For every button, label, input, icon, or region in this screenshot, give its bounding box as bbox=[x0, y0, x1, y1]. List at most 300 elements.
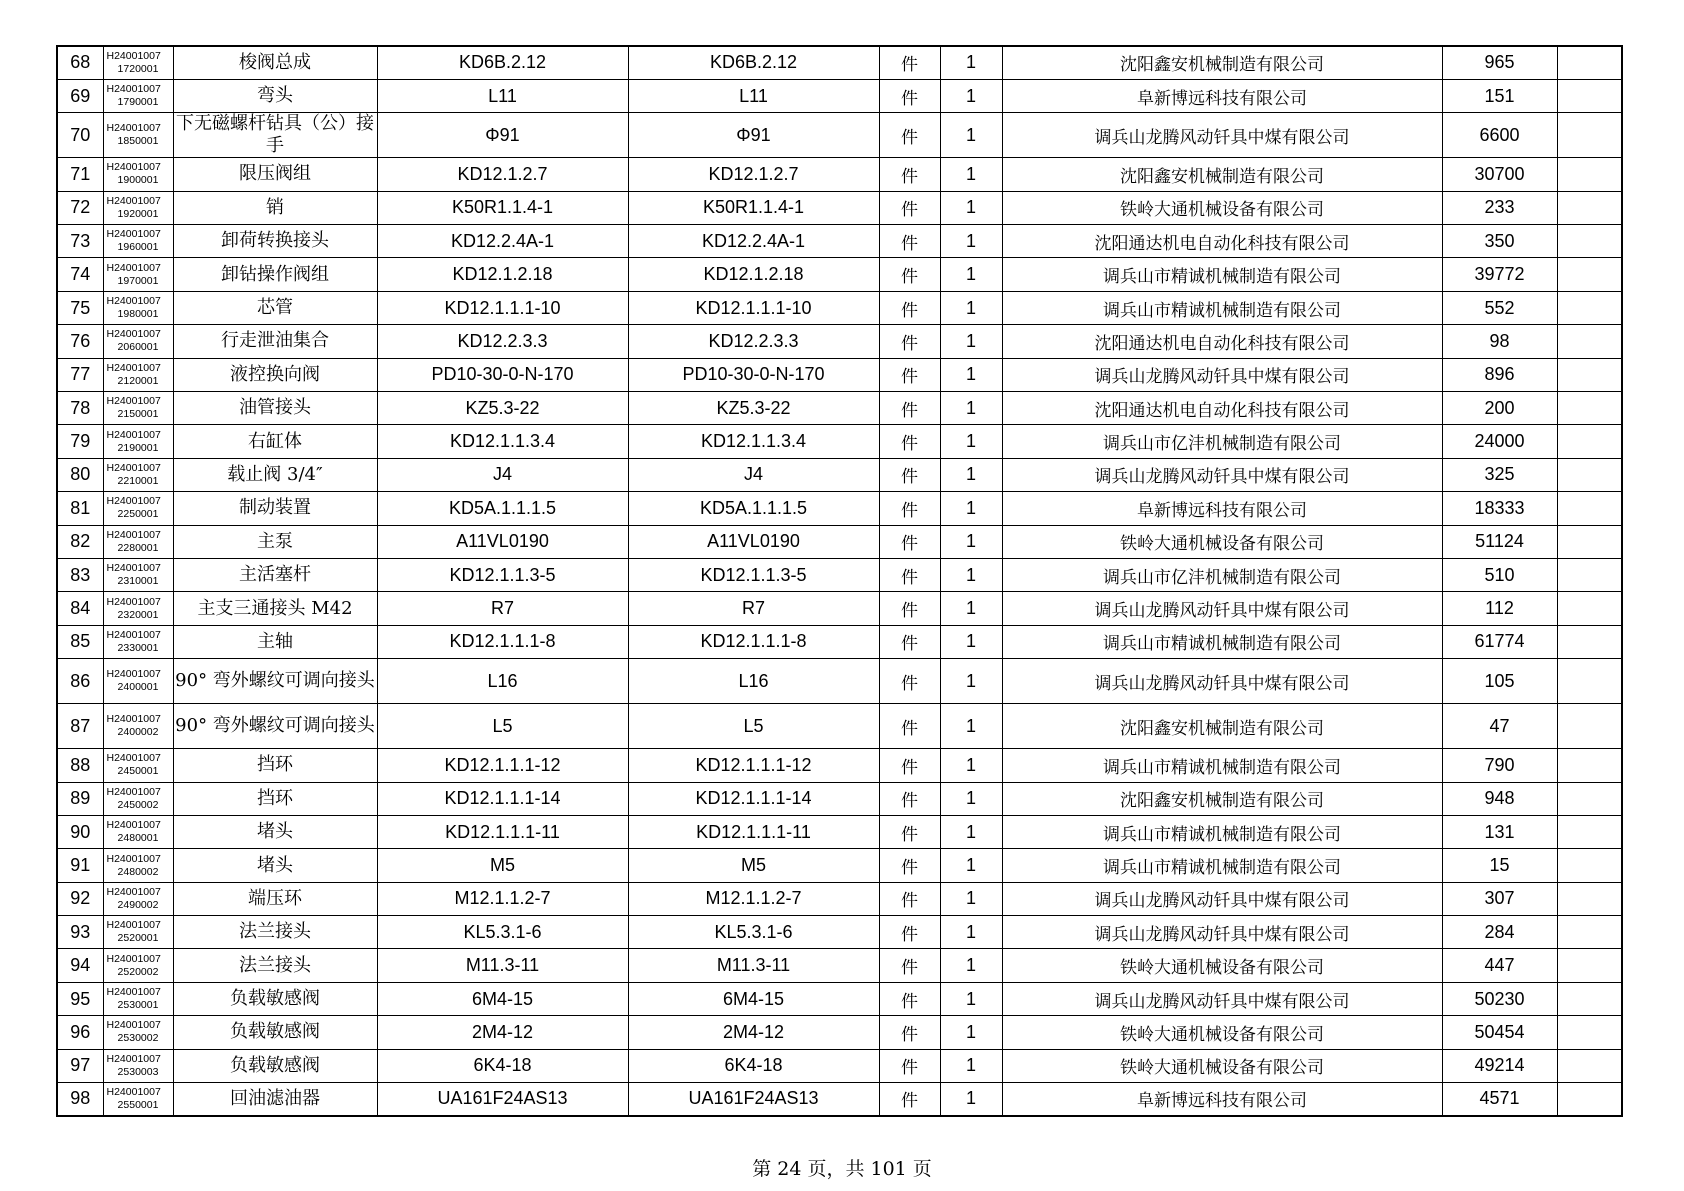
spec-cell: KD12.1.1.1-8 bbox=[377, 625, 628, 658]
remark-cell bbox=[1557, 592, 1622, 625]
supplier-cell: 沈阳通达机电自动化科技有限公司 bbox=[1002, 325, 1442, 358]
row-number-cell: 97 bbox=[57, 1049, 103, 1082]
table-row bbox=[57, 425, 1622, 458]
part-name-cell: 主支三通接头 M42 bbox=[173, 592, 377, 625]
material-code-line: 2530001 bbox=[117, 999, 159, 1012]
spec-cell: KD12.1.1.3-5 bbox=[377, 558, 628, 591]
spec-cell: L5 bbox=[377, 704, 628, 749]
quantity-cell: 1 bbox=[940, 291, 1002, 324]
table-row bbox=[57, 492, 1622, 525]
material-code-cell bbox=[103, 625, 173, 658]
unit-cell: 件 bbox=[879, 949, 940, 982]
remark-cell bbox=[1557, 225, 1622, 258]
part-name-cell: 堵头 bbox=[173, 815, 377, 848]
amount-cell: 350 bbox=[1442, 225, 1557, 258]
remark-cell bbox=[1557, 1016, 1622, 1049]
unit-cell: 件 bbox=[879, 849, 940, 882]
amount-cell: 51124 bbox=[1442, 525, 1557, 558]
quantity-cell: 1 bbox=[940, 749, 1002, 782]
row-number-cell: 83 bbox=[57, 558, 103, 591]
table-row bbox=[57, 225, 1622, 258]
model-cell: KD12.1.1.1-11 bbox=[628, 815, 879, 848]
table-row bbox=[57, 79, 1622, 112]
row-number-cell: 96 bbox=[57, 1016, 103, 1049]
remark-cell bbox=[1557, 458, 1622, 491]
table-row bbox=[57, 782, 1622, 815]
part-name-cell: 负载敏感阀 bbox=[173, 982, 377, 1015]
amount-cell: 30700 bbox=[1442, 158, 1557, 191]
material-code-cell bbox=[103, 191, 173, 224]
remark-cell bbox=[1557, 1049, 1622, 1082]
row-number-cell: 78 bbox=[57, 392, 103, 425]
model-cell: K50R1.1.4-1 bbox=[628, 191, 879, 224]
material-code-cell bbox=[103, 113, 173, 158]
part-name-cell: 堵头 bbox=[173, 849, 377, 882]
material-code-line: 2150001 bbox=[117, 408, 159, 421]
material-code-line: H24001007 bbox=[106, 819, 161, 832]
part-name-cell: 负载敏感阀 bbox=[173, 1016, 377, 1049]
quantity-cell: 1 bbox=[940, 1016, 1002, 1049]
model-cell: KD12.2.4A-1 bbox=[628, 225, 879, 258]
remark-cell bbox=[1557, 46, 1622, 79]
material-code-line: H24001007 bbox=[106, 628, 161, 641]
table-row bbox=[57, 158, 1622, 191]
supplier-cell: 调兵山市精诚机械制造有限公司 bbox=[1002, 258, 1442, 291]
amount-cell: 4571 bbox=[1442, 1083, 1557, 1116]
supplier-cell: 沈阳通达机电自动化科技有限公司 bbox=[1002, 225, 1442, 258]
table-row bbox=[57, 325, 1622, 358]
spec-cell: KD12.1.2.7 bbox=[377, 158, 628, 191]
material-code-cell bbox=[103, 525, 173, 558]
material-code-line: 2310001 bbox=[117, 575, 159, 588]
table-body bbox=[57, 46, 1622, 1116]
material-code-line: H24001007 bbox=[106, 713, 161, 726]
amount-cell: 200 bbox=[1442, 392, 1557, 425]
table-row bbox=[57, 1049, 1622, 1082]
row-number-cell: 93 bbox=[57, 916, 103, 949]
row-number-cell: 95 bbox=[57, 982, 103, 1015]
quantity-cell: 1 bbox=[940, 392, 1002, 425]
material-code-cell bbox=[103, 949, 173, 982]
model-cell: KD12.1.1.1-10 bbox=[628, 291, 879, 324]
unit-cell: 件 bbox=[879, 358, 940, 391]
quantity-cell: 1 bbox=[940, 916, 1002, 949]
material-code-cell bbox=[103, 815, 173, 848]
unit-cell: 件 bbox=[879, 225, 940, 258]
model-cell: 2M4-12 bbox=[628, 1016, 879, 1049]
model-cell: L5 bbox=[628, 704, 879, 749]
row-number-cell: 90 bbox=[57, 815, 103, 848]
material-code-cell bbox=[103, 291, 173, 324]
part-name-cell: 油管接头 bbox=[173, 392, 377, 425]
material-code-line: 2400001 bbox=[117, 681, 159, 694]
table-row bbox=[57, 191, 1622, 224]
spec-cell: M11.3-11 bbox=[377, 949, 628, 982]
model-cell: R7 bbox=[628, 592, 879, 625]
supplier-cell: 铁岭大通机械设备有限公司 bbox=[1002, 1049, 1442, 1082]
spec-cell: KD5A.1.1.1.5 bbox=[377, 492, 628, 525]
material-code-line: 1790001 bbox=[117, 96, 159, 109]
part-name-cell: 限压阀组 bbox=[173, 158, 377, 191]
material-code-line: H24001007 bbox=[106, 328, 161, 341]
model-cell: J4 bbox=[628, 458, 879, 491]
material-code-line: H24001007 bbox=[106, 528, 161, 541]
remark-cell bbox=[1557, 815, 1622, 848]
row-number-cell: 68 bbox=[57, 46, 103, 79]
amount-cell: 896 bbox=[1442, 358, 1557, 391]
material-code-cell bbox=[103, 749, 173, 782]
material-code-line: H24001007 bbox=[106, 952, 161, 965]
part-name-cell: 端压环 bbox=[173, 882, 377, 915]
material-code-line: H24001007 bbox=[106, 83, 161, 96]
unit-cell: 件 bbox=[879, 291, 940, 324]
row-number-cell: 91 bbox=[57, 849, 103, 882]
supplier-cell: 调兵山市亿沣机械制造有限公司 bbox=[1002, 425, 1442, 458]
quantity-cell: 1 bbox=[940, 704, 1002, 749]
spec-cell: PD10-30-0-N-170 bbox=[377, 358, 628, 391]
unit-cell: 件 bbox=[879, 625, 940, 658]
remark-cell bbox=[1557, 982, 1622, 1015]
model-cell: 6K4-18 bbox=[628, 1049, 879, 1082]
material-code-cell bbox=[103, 492, 173, 525]
page-footer: 第 24 页，共 101 页 bbox=[752, 1158, 932, 1180]
row-number-cell: 69 bbox=[57, 79, 103, 112]
unit-cell: 件 bbox=[879, 191, 940, 224]
spec-cell: M12.1.1.2-7 bbox=[377, 882, 628, 915]
row-number-cell: 84 bbox=[57, 592, 103, 625]
material-code-line: H24001007 bbox=[106, 885, 161, 898]
material-code-line: 2400002 bbox=[117, 726, 159, 739]
supplier-cell: 调兵山龙腾风动钎具中煤有限公司 bbox=[1002, 659, 1442, 704]
unit-cell: 件 bbox=[879, 782, 940, 815]
spec-cell: KD12.2.3.3 bbox=[377, 325, 628, 358]
spec-cell: A11VL0190 bbox=[377, 525, 628, 558]
supplier-cell: 调兵山市精诚机械制造有限公司 bbox=[1002, 849, 1442, 882]
material-code-line: H24001007 bbox=[106, 986, 161, 999]
material-code-line: H24001007 bbox=[106, 161, 161, 174]
spec-cell: KD12.1.2.18 bbox=[377, 258, 628, 291]
remark-cell bbox=[1557, 849, 1622, 882]
row-number-cell: 92 bbox=[57, 882, 103, 915]
model-cell: M12.1.1.2-7 bbox=[628, 882, 879, 915]
quantity-cell: 1 bbox=[940, 949, 1002, 982]
part-name-cell: 主轴 bbox=[173, 625, 377, 658]
material-code-line: H24001007 bbox=[106, 595, 161, 608]
quantity-cell: 1 bbox=[940, 325, 1002, 358]
material-code-cell bbox=[103, 916, 173, 949]
material-code-cell bbox=[103, 782, 173, 815]
material-code-line: 2060001 bbox=[117, 341, 159, 354]
part-name-cell: 梭阀总成 bbox=[173, 46, 377, 79]
model-cell: A11VL0190 bbox=[628, 525, 879, 558]
unit-cell: 件 bbox=[879, 492, 940, 525]
table-row bbox=[57, 1083, 1622, 1116]
material-code-cell bbox=[103, 558, 173, 591]
table-row bbox=[57, 46, 1622, 79]
part-name-cell: 法兰接头 bbox=[173, 949, 377, 982]
unit-cell: 件 bbox=[879, 982, 940, 1015]
material-code-line: 1970001 bbox=[117, 274, 159, 287]
spec-cell: KD12.1.1.1-10 bbox=[377, 291, 628, 324]
quantity-cell: 1 bbox=[940, 659, 1002, 704]
material-code-line: 1720001 bbox=[117, 62, 159, 75]
material-code-cell bbox=[103, 46, 173, 79]
model-cell: L16 bbox=[628, 659, 879, 704]
quantity-cell: 1 bbox=[940, 815, 1002, 848]
table-row bbox=[57, 291, 1622, 324]
table-row bbox=[57, 358, 1622, 391]
material-code-line: H24001007 bbox=[106, 261, 161, 274]
unit-cell: 件 bbox=[879, 458, 940, 491]
material-code-line: 2250001 bbox=[117, 508, 159, 521]
material-code-line: H24001007 bbox=[106, 562, 161, 575]
spec-cell: UA161F24AS13 bbox=[377, 1083, 628, 1116]
supplier-cell: 调兵山龙腾风动钎具中煤有限公司 bbox=[1002, 358, 1442, 391]
quantity-cell: 1 bbox=[940, 1049, 1002, 1082]
part-name-cell: 制动装置 bbox=[173, 492, 377, 525]
amount-cell: 105 bbox=[1442, 659, 1557, 704]
part-name-cell: 法兰接头 bbox=[173, 916, 377, 949]
table-row bbox=[57, 916, 1622, 949]
model-cell: KL5.3.1-6 bbox=[628, 916, 879, 949]
material-code-line: H24001007 bbox=[106, 122, 161, 135]
supplier-cell: 沈阳鑫安机械制造有限公司 bbox=[1002, 158, 1442, 191]
material-code-line: 2490002 bbox=[117, 898, 159, 911]
row-number-cell: 75 bbox=[57, 291, 103, 324]
row-number-cell: 86 bbox=[57, 659, 103, 704]
material-code-line: 2280001 bbox=[117, 541, 159, 554]
material-code-line: 2190001 bbox=[117, 441, 159, 454]
part-name-cell: 销 bbox=[173, 191, 377, 224]
unit-cell: 件 bbox=[879, 916, 940, 949]
quantity-cell: 1 bbox=[940, 425, 1002, 458]
material-code-cell bbox=[103, 158, 173, 191]
material-code-cell bbox=[103, 79, 173, 112]
amount-cell: 447 bbox=[1442, 949, 1557, 982]
remark-cell bbox=[1557, 191, 1622, 224]
quantity-cell: 1 bbox=[940, 558, 1002, 591]
material-code-line: H24001007 bbox=[106, 1019, 161, 1032]
amount-cell: 18333 bbox=[1442, 492, 1557, 525]
quantity-cell: 1 bbox=[940, 258, 1002, 291]
part-name-cell: 主泵 bbox=[173, 525, 377, 558]
model-cell: KD6B.2.12 bbox=[628, 46, 879, 79]
amount-cell: 233 bbox=[1442, 191, 1557, 224]
model-cell: KD12.1.1.1-12 bbox=[628, 749, 879, 782]
material-code-cell bbox=[103, 1016, 173, 1049]
spec-cell: KD12.1.1.3.4 bbox=[377, 425, 628, 458]
material-code-cell bbox=[103, 592, 173, 625]
material-code-line: H24001007 bbox=[106, 194, 161, 207]
row-number-cell: 73 bbox=[57, 225, 103, 258]
remark-cell bbox=[1557, 258, 1622, 291]
supplier-cell: 沈阳鑫安机械制造有限公司 bbox=[1002, 704, 1442, 749]
part-name-cell: 芯管 bbox=[173, 291, 377, 324]
remark-cell bbox=[1557, 916, 1622, 949]
spec-cell: K50R1.1.4-1 bbox=[377, 191, 628, 224]
spec-cell: KD12.1.1.1-11 bbox=[377, 815, 628, 848]
part-name-cell: 90° 弯外螺纹可调向接头 bbox=[173, 659, 377, 704]
quantity-cell: 1 bbox=[940, 849, 1002, 882]
unit-cell: 件 bbox=[879, 46, 940, 79]
unit-cell: 件 bbox=[879, 704, 940, 749]
material-code-line: H24001007 bbox=[106, 752, 161, 765]
table-row bbox=[57, 949, 1622, 982]
amount-cell: 39772 bbox=[1442, 258, 1557, 291]
model-cell: M11.3-11 bbox=[628, 949, 879, 982]
spec-cell: J4 bbox=[377, 458, 628, 491]
material-code-line: 2210001 bbox=[117, 474, 159, 487]
spec-cell: 6M4-15 bbox=[377, 982, 628, 1015]
model-cell: KD12.1.1.3-5 bbox=[628, 558, 879, 591]
material-code-cell bbox=[103, 458, 173, 491]
supplier-cell: 阜新博远科技有限公司 bbox=[1002, 492, 1442, 525]
material-code-line: H24001007 bbox=[106, 461, 161, 474]
unit-cell: 件 bbox=[879, 158, 940, 191]
remark-cell bbox=[1557, 492, 1622, 525]
quantity-cell: 1 bbox=[940, 225, 1002, 258]
part-name-cell: 挡环 bbox=[173, 749, 377, 782]
supplier-cell: 沈阳通达机电自动化科技有限公司 bbox=[1002, 392, 1442, 425]
quantity-cell: 1 bbox=[940, 492, 1002, 525]
table-row bbox=[57, 392, 1622, 425]
model-cell: KD12.1.1.1-8 bbox=[628, 625, 879, 658]
row-number-cell: 80 bbox=[57, 458, 103, 491]
remark-cell bbox=[1557, 659, 1622, 704]
material-code-line: 2520001 bbox=[117, 932, 159, 945]
supplier-cell: 铁岭大通机械设备有限公司 bbox=[1002, 1016, 1442, 1049]
model-cell: KD12.1.2.18 bbox=[628, 258, 879, 291]
material-code-cell bbox=[103, 704, 173, 749]
table-row bbox=[57, 625, 1622, 658]
amount-cell: 15 bbox=[1442, 849, 1557, 882]
part-name-cell: 载止阀 3/4″ bbox=[173, 458, 377, 491]
material-code-line: 2330001 bbox=[117, 641, 159, 654]
supplier-cell: 铁岭大通机械设备有限公司 bbox=[1002, 525, 1442, 558]
remark-cell bbox=[1557, 425, 1622, 458]
material-code-line: H24001007 bbox=[106, 495, 161, 508]
model-cell: KD12.1.1.3.4 bbox=[628, 425, 879, 458]
table-row bbox=[57, 592, 1622, 625]
supplier-cell: 调兵山龙腾风动钎具中煤有限公司 bbox=[1002, 982, 1442, 1015]
remark-cell bbox=[1557, 392, 1622, 425]
part-name-cell: 挡环 bbox=[173, 782, 377, 815]
table-row bbox=[57, 525, 1622, 558]
model-cell: M5 bbox=[628, 849, 879, 882]
unit-cell: 件 bbox=[879, 425, 940, 458]
unit-cell: 件 bbox=[879, 592, 940, 625]
supplier-cell: 阜新博远科技有限公司 bbox=[1002, 79, 1442, 112]
remark-cell bbox=[1557, 525, 1622, 558]
material-code-cell bbox=[103, 882, 173, 915]
model-cell: UA161F24AS13 bbox=[628, 1083, 879, 1116]
amount-cell: 325 bbox=[1442, 458, 1557, 491]
material-code-line: H24001007 bbox=[106, 295, 161, 308]
table-row bbox=[57, 1016, 1622, 1049]
unit-cell: 件 bbox=[879, 392, 940, 425]
amount-cell: 98 bbox=[1442, 325, 1557, 358]
quantity-cell: 1 bbox=[940, 592, 1002, 625]
amount-cell: 284 bbox=[1442, 916, 1557, 949]
amount-cell: 510 bbox=[1442, 558, 1557, 591]
table-row bbox=[57, 258, 1622, 291]
supplier-cell: 铁岭大通机械设备有限公司 bbox=[1002, 949, 1442, 982]
material-code-cell bbox=[103, 659, 173, 704]
row-number-cell: 81 bbox=[57, 492, 103, 525]
material-code-line: H24001007 bbox=[106, 49, 161, 62]
row-number-cell: 98 bbox=[57, 1083, 103, 1116]
amount-cell: 948 bbox=[1442, 782, 1557, 815]
spec-cell: KZ5.3-22 bbox=[377, 392, 628, 425]
spec-cell: KD12.2.4A-1 bbox=[377, 225, 628, 258]
supplier-cell: 调兵山龙腾风动钎具中煤有限公司 bbox=[1002, 113, 1442, 158]
supplier-cell: 调兵山市精诚机械制造有限公司 bbox=[1002, 291, 1442, 324]
remark-cell bbox=[1557, 949, 1622, 982]
remark-cell bbox=[1557, 1083, 1622, 1116]
row-number-cell: 82 bbox=[57, 525, 103, 558]
supplier-cell: 调兵山市精诚机械制造有限公司 bbox=[1002, 625, 1442, 658]
row-number-cell: 76 bbox=[57, 325, 103, 358]
material-code-cell bbox=[103, 258, 173, 291]
remark-cell bbox=[1557, 291, 1622, 324]
quantity-cell: 1 bbox=[940, 882, 1002, 915]
material-code-line: 2550001 bbox=[117, 1098, 159, 1111]
unit-cell: 件 bbox=[879, 1049, 940, 1082]
part-name-cell: 主活塞杆 bbox=[173, 558, 377, 591]
material-code-line: H24001007 bbox=[106, 1052, 161, 1065]
unit-cell: 件 bbox=[879, 659, 940, 704]
table-row bbox=[57, 749, 1622, 782]
material-code-line: 2120001 bbox=[117, 374, 159, 387]
remark-cell bbox=[1557, 625, 1622, 658]
material-code-cell bbox=[103, 1049, 173, 1082]
model-cell: 6M4-15 bbox=[628, 982, 879, 1015]
row-number-cell: 72 bbox=[57, 191, 103, 224]
material-code-line: H24001007 bbox=[106, 919, 161, 932]
supplier-cell: 调兵山龙腾风动钎具中煤有限公司 bbox=[1002, 882, 1442, 915]
material-code-line: 1960001 bbox=[117, 241, 159, 254]
model-cell: KZ5.3-22 bbox=[628, 392, 879, 425]
amount-cell: 24000 bbox=[1442, 425, 1557, 458]
unit-cell: 件 bbox=[879, 815, 940, 848]
table-row bbox=[57, 882, 1622, 915]
quantity-cell: 1 bbox=[940, 46, 1002, 79]
row-number-cell: 79 bbox=[57, 425, 103, 458]
material-code-line: H24001007 bbox=[106, 1085, 161, 1098]
table-row bbox=[57, 659, 1622, 704]
supplier-cell: 调兵山龙腾风动钎具中煤有限公司 bbox=[1002, 592, 1442, 625]
table-row bbox=[57, 458, 1622, 491]
row-number-cell: 74 bbox=[57, 258, 103, 291]
material-code-line: 2450002 bbox=[117, 798, 159, 811]
remark-cell bbox=[1557, 558, 1622, 591]
supplier-cell: 沈阳鑫安机械制造有限公司 bbox=[1002, 46, 1442, 79]
unit-cell: 件 bbox=[879, 1016, 940, 1049]
amount-cell: 47 bbox=[1442, 704, 1557, 749]
row-number-cell: 70 bbox=[57, 113, 103, 158]
part-name-cell: 行走泄油集合 bbox=[173, 325, 377, 358]
unit-cell: 件 bbox=[879, 258, 940, 291]
amount-cell: 552 bbox=[1442, 291, 1557, 324]
remark-cell bbox=[1557, 882, 1622, 915]
material-code-cell bbox=[103, 325, 173, 358]
remark-cell bbox=[1557, 325, 1622, 358]
material-code-line: 1900001 bbox=[117, 174, 159, 187]
row-number-cell: 88 bbox=[57, 749, 103, 782]
material-code-cell bbox=[103, 392, 173, 425]
table-row bbox=[57, 982, 1622, 1015]
supplier-cell: 阜新博远科技有限公司 bbox=[1002, 1083, 1442, 1116]
